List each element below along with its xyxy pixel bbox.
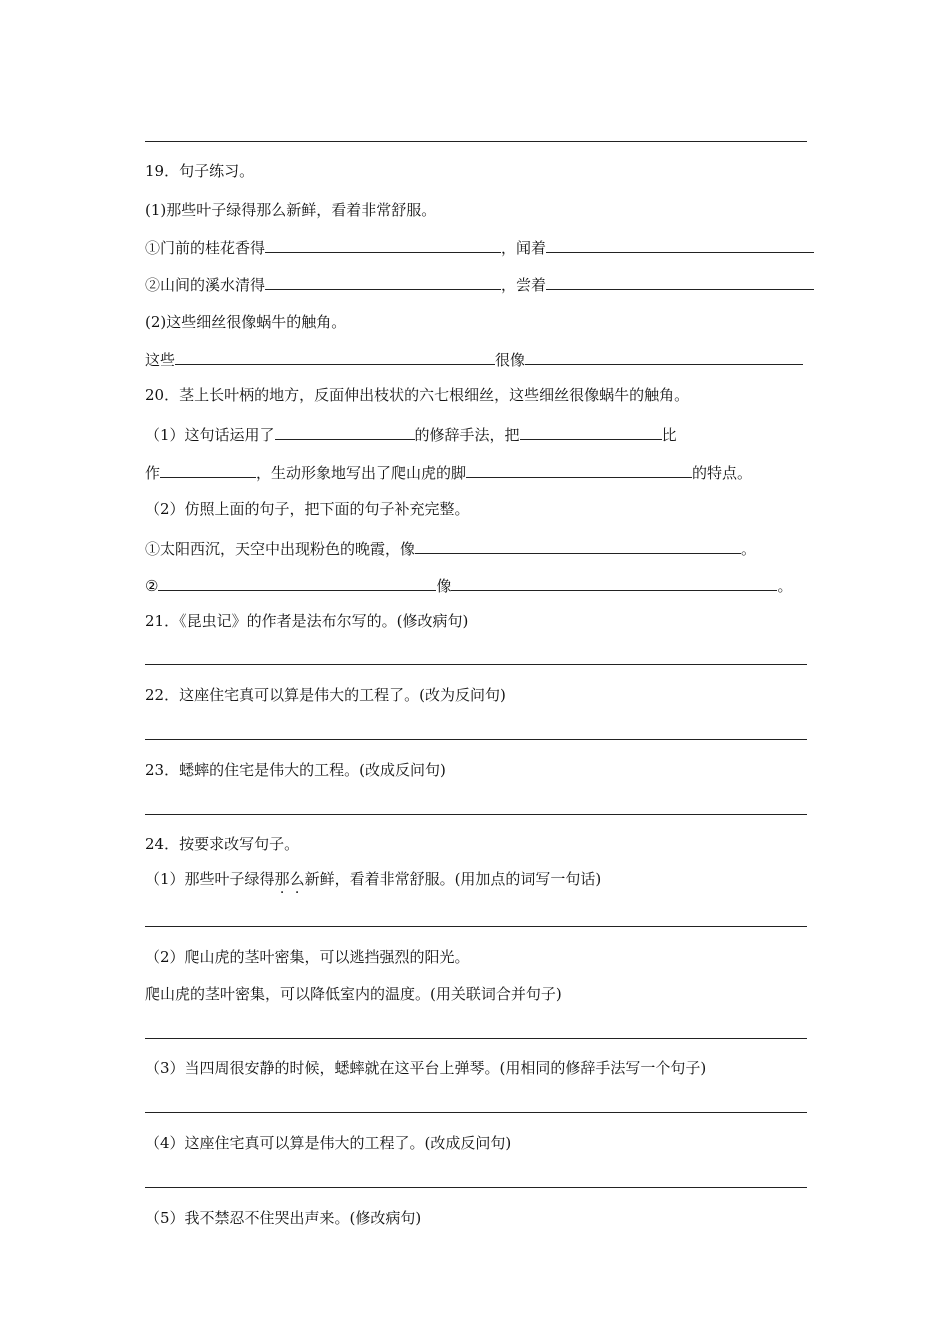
q20-item-2-blank-b[interactable]	[451, 573, 777, 591]
q20-item-2-mid: 像	[436, 577, 452, 595]
q20-item-1-end: 。	[741, 540, 757, 558]
q20-sub-1-line-1	[145, 422, 677, 444]
q20-sub-1-b: 的修辞手法，把	[414, 426, 520, 444]
q24-sub-1-pre: （1）那些叶子绿得	[145, 870, 275, 888]
q20-sub-2: （2）仿照上面的句子，把下面的句子补充完整。	[145, 500, 470, 518]
q20-sub-1-blank-a[interactable]	[275, 422, 415, 440]
q24-dotted-char-2: 么	[289, 870, 305, 888]
q19-item-2-blank-a[interactable]	[265, 272, 501, 290]
q24-dotted-char-1: 那	[274, 870, 290, 888]
q19-item-1-blank-a[interactable]	[265, 235, 501, 253]
q19-item-1-mid: ，闻着	[501, 239, 547, 257]
q19-item-3-start: 这些	[145, 351, 176, 369]
q24-sub-1	[145, 868, 601, 890]
q23-answer-line[interactable]	[145, 814, 807, 815]
q21-answer-line[interactable]	[145, 664, 807, 665]
q19-item-1-blank-b[interactable]	[546, 235, 814, 253]
q19-item-3-blank-a[interactable]	[175, 347, 495, 365]
q21-text: 21．《昆虫记》的作者是法布尔写的。(修改病句)	[145, 612, 469, 630]
q19-item-1	[145, 235, 814, 257]
q20-item-2-end: 。	[777, 577, 793, 595]
q23-text: 23．蟋蟀的住宅是伟大的工程。(改成反问句)	[145, 761, 446, 779]
q20-sub-1-line-2	[145, 460, 752, 482]
q20-sub-1-c: 比	[661, 426, 677, 444]
q20-sub-1-d: 作	[145, 464, 161, 482]
q20-title: 20．茎上长叶柄的地方，反面伸出枝状的六七根细丝，这些细丝很像蜗牛的触角。	[145, 386, 690, 404]
q20-sub-1-blank-b[interactable]	[520, 422, 662, 440]
q24-sub-1-answer-line[interactable]	[145, 926, 807, 927]
q24-sub-1-post: 新鲜，看着非常舒服。(用加点的词写一句话)	[304, 870, 602, 888]
q19-item-2-start: ②山间的溪水清得	[145, 276, 266, 294]
q20-sub-1-blank-c[interactable]	[160, 460, 256, 478]
q20-sub-1-a: （1）这句话运用了	[145, 426, 275, 444]
q19-prompt-1: (1)那些叶子绿得那么新鲜，看着非常舒服。	[145, 201, 437, 219]
q20-item-2-text: ②	[145, 577, 159, 595]
q22-answer-line[interactable]	[145, 739, 807, 740]
q24-sub-4-answer-line[interactable]	[145, 1187, 807, 1188]
q24-sub-2-b: 爬山虎的茎叶密集，可以降低室内的温度。(用关联词合并句子)	[145, 985, 562, 1003]
q24-sub-2-a: （2）爬山虎的茎叶密集，可以逃挡强烈的阳光。	[145, 948, 470, 966]
q20-sub-1-e: ，生动形象地写出了爬山虎的脚	[256, 464, 467, 482]
q19-prompt-2: (2)这些细丝很像蜗牛的触角。	[145, 313, 347, 331]
q22-text: 22．这座住宅真可以算是伟大的工程了。(改为反问句)	[145, 686, 506, 704]
q19-item-2-blank-b[interactable]	[546, 272, 814, 290]
answer-line-top[interactable]	[145, 141, 807, 142]
q24-sub-3-answer-line[interactable]	[145, 1112, 807, 1113]
q19-item-3	[145, 347, 803, 369]
q19-title: 19．句子练习。	[145, 162, 255, 180]
q19-item-3-mid: 很像	[495, 351, 526, 369]
q19-item-2-mid: ，尝着	[501, 276, 547, 294]
q20-item-2-blank-a[interactable]	[158, 573, 436, 591]
q20-item-1	[145, 536, 756, 558]
q19-item-3-blank-b[interactable]	[525, 347, 803, 365]
q24-sub-5: （5）我不禁忍不住哭出声来。(修改病句)	[145, 1209, 422, 1227]
q20-item-1-blank[interactable]	[415, 536, 741, 554]
q24-sub-3: （3）当四周很安静的时候，蟋蟀就在这平台上弹琴。(用相同的修辞手法写一个句子)	[145, 1059, 707, 1077]
q24-sub-4: （4）这座住宅真可以算是伟大的工程了。(改成反问句)	[145, 1134, 512, 1152]
q24-title: 24．按要求改写句子。	[145, 835, 300, 853]
q19-item-1-start: ①门前的桂花香得	[145, 239, 266, 257]
q20-sub-1-f: 的特点。	[692, 464, 753, 482]
q20-sub-1-blank-d[interactable]	[466, 460, 692, 478]
q19-item-2	[145, 272, 814, 294]
q24-sub-2-answer-line[interactable]	[145, 1038, 807, 1039]
q20-item-2	[145, 573, 792, 595]
q20-item-1-text: ①太阳西沉，天空中出现粉色的晚霞，像	[145, 540, 416, 558]
